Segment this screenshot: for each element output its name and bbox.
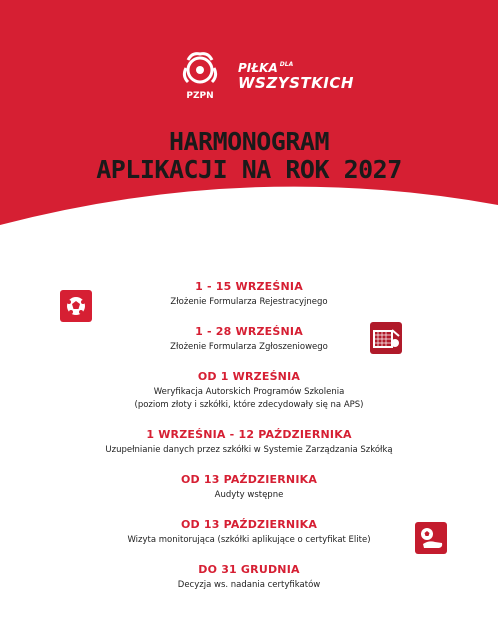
goal-net-icon (370, 322, 402, 354)
schedule-date: OD 13 PAŹDZIERNIKA (180, 518, 318, 531)
goal-badge (370, 322, 402, 354)
schedule-date: 1 - 15 WRZEŚNIA (195, 280, 303, 293)
schedule-date: OD 13 PAŹDZIERNIKA (180, 473, 318, 486)
header (0, 0, 498, 260)
schedule-desc: Złożenie Formularza Zgłoszeniowego (170, 342, 328, 352)
schedule-date: DO 31 GRUDNIA (198, 563, 300, 576)
schedule-desc: Uzupełnianie danych przez szkółki w Systemie Zarządzania Szkółką (105, 445, 393, 455)
schedule-desc: Wizyta monitorująca (szkółki aplikujące o certyfikat Elite) (127, 535, 371, 545)
eagle-emblem-icon (178, 50, 222, 90)
schedule-item (0, 325, 498, 353)
title-line1: HARMONOGRAM (168, 127, 330, 156)
schedule-item (0, 428, 498, 456)
schedule-date: 1 - 28 WRZEŚNIA (195, 325, 303, 338)
title-line2: APLIKACJI NA ROK 2027 (96, 155, 402, 184)
slogan-small: DLA (279, 61, 294, 68)
schedule-date: 1 WRZEŚNIA - 12 PAŹDZIERNIKA (146, 428, 352, 441)
football-icon (60, 290, 92, 322)
schedule-desc-note: (poziom złoty i szkółki, które zdecydowały się na APS) (134, 400, 364, 410)
football-badge (60, 290, 92, 322)
schedule-desc: Audyty wstępne (214, 490, 284, 500)
schedule-desc: Weryfikacja Autorskich Programów Szkolenia (153, 387, 345, 397)
slogan-word1: PIŁKA (238, 61, 278, 75)
schedule-item (0, 473, 498, 501)
schedule-desc: Złożenie Formularza Rejestracyjnego (170, 297, 328, 307)
pzpn-label: PZPN (186, 91, 214, 101)
schedule-desc: Decyzja ws. nadania certyfikatów (177, 580, 321, 590)
schedule-item (0, 563, 498, 591)
ball-shoe-icon (415, 522, 447, 554)
slogan-line1 (238, 62, 354, 74)
page-title (0, 128, 498, 184)
ball-shoe-badge (415, 522, 447, 554)
slogan-line2: WSZYSTKICH (238, 74, 354, 92)
schedule-item (0, 370, 498, 411)
schedule-list (0, 280, 498, 608)
schedule-date: OD 1 WRZEŚNIA (197, 370, 301, 383)
slogan (238, 62, 354, 91)
